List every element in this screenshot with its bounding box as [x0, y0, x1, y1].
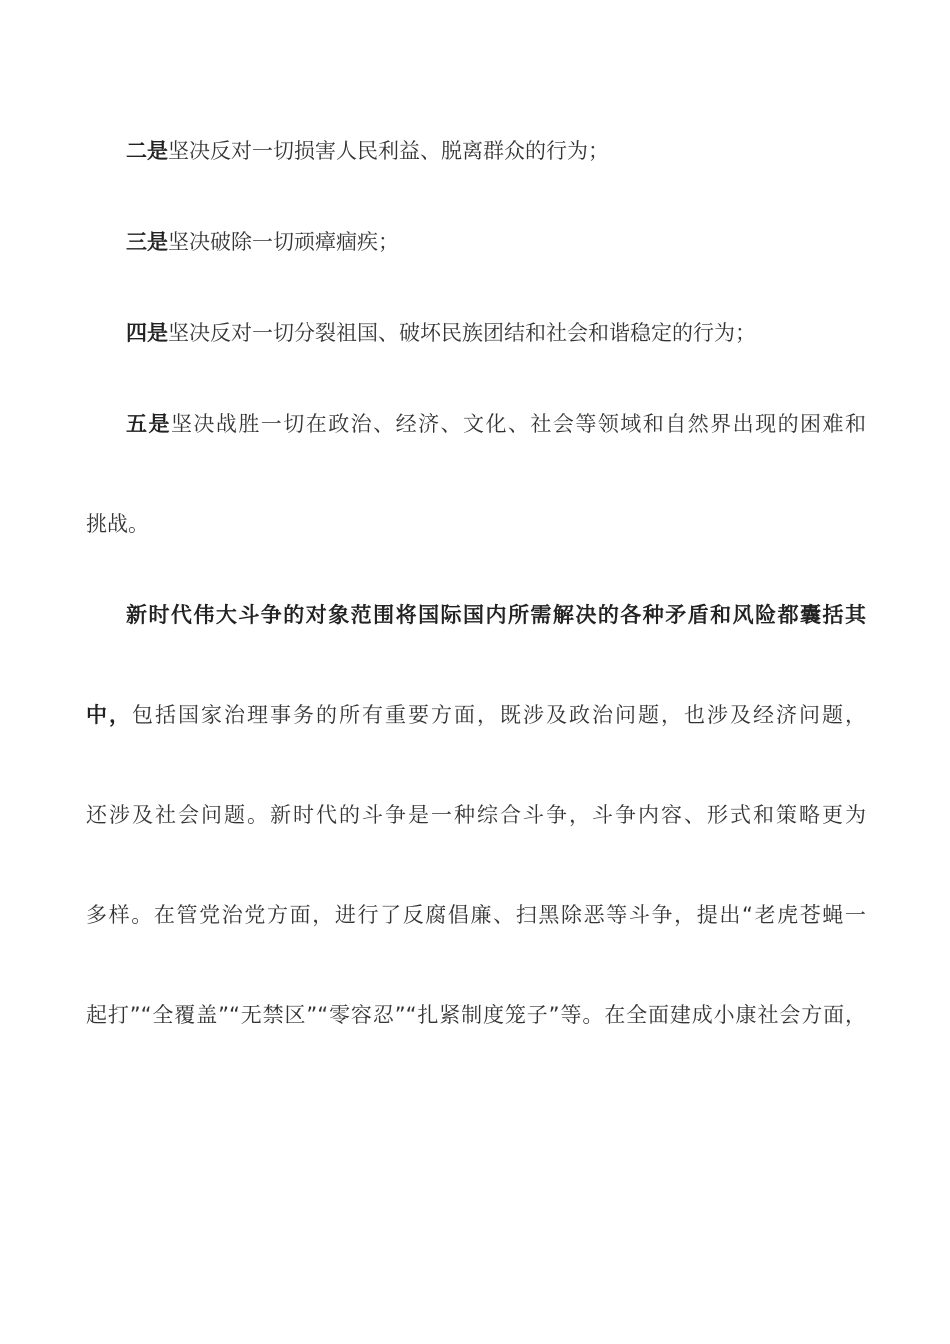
line-3-bold: 四是 — [126, 321, 168, 345]
paragraph-line-8 — [86, 800, 866, 830]
line-9-text: 多样。在管党治党方面，进行了反腐倡廉、扫黑除恶等斗争，提出“老虎苍蝇一 — [86, 903, 866, 927]
paragraph-line-1 — [126, 136, 866, 166]
line-3-text: 坚决反对一切分裂祖国、破坏民族团结和社会和谐稳定的行为； — [168, 321, 756, 345]
paragraph-line-2 — [126, 227, 866, 257]
line-10-text: 起打”“全覆盖”“无禁区”“零容忍”“扎紧制度笼子”等。在全面建成小康社会方面， — [86, 1003, 866, 1027]
paragraph-line-5 — [86, 509, 866, 539]
line-7-text: 包括国家治理事务的所有重要方面，既涉及政治问题，也涉及经济问题， — [132, 703, 866, 727]
paragraph-line-3 — [126, 318, 866, 348]
line-2-text: 坚决破除一切顽瘴痼疾； — [168, 230, 399, 254]
line-7-bold: 中， — [86, 703, 132, 727]
line-4-text: 坚决战胜一切在政治、经济、文化、社会等领域和自然界出现的困难和 — [170, 412, 866, 436]
line-5-text: 挑战。 — [86, 512, 149, 536]
line-4-bold: 五是 — [126, 412, 171, 436]
paragraph-line-6 — [126, 600, 866, 630]
line-6-bold: 新时代伟大斗争的对象范围将国际国内所需解决的各种矛盾和风险都囊括其 — [126, 603, 866, 627]
line-1-text: 坚决反对一切损害人民利益、脱离群众的行为； — [168, 139, 609, 163]
line-1-bold: 二是 — [126, 139, 168, 163]
paragraph-line-7 — [86, 700, 866, 730]
line-8-text: 还涉及社会问题。新时代的斗争是一种综合斗争，斗争内容、形式和策略更为 — [86, 803, 866, 827]
line-2-bold: 三是 — [126, 230, 168, 254]
paragraph-line-9 — [86, 900, 866, 930]
paragraph-line-10 — [86, 1000, 866, 1030]
paragraph-line-4 — [126, 409, 866, 439]
